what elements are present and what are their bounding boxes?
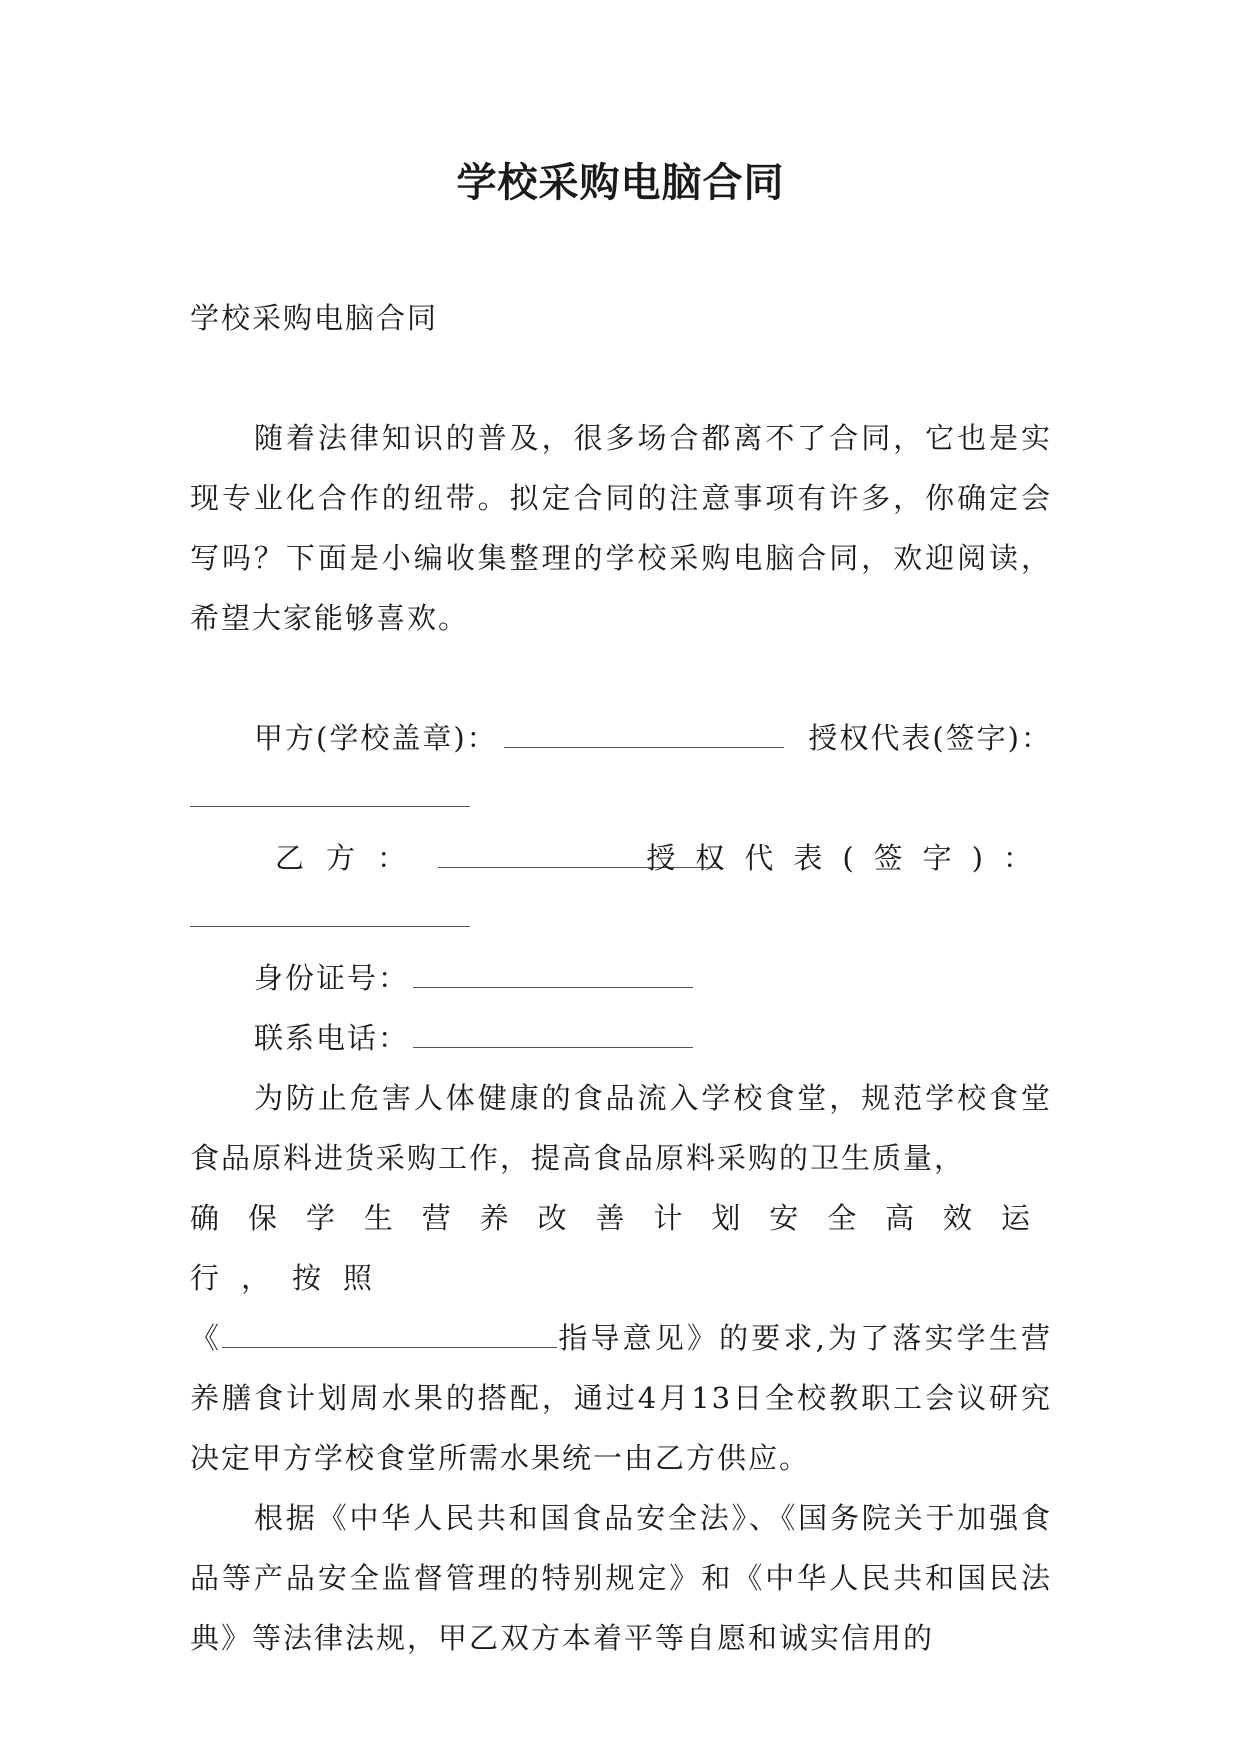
id-number-label: 身份证号： bbox=[254, 961, 410, 995]
id-number-blank bbox=[413, 957, 693, 988]
reference-open-quote: 《 bbox=[190, 1321, 223, 1355]
intro-paragraph: 随着法律知识的普及，很多场合都离不了合同，它也是实现专业化合作的纽带。拟定合同的注意事项有许多，你确定会写吗？下面是小编收集整理的学校采购电脑合同，欢迎阅读，希望大家能够喜欢。 bbox=[190, 421, 1052, 635]
party-a-rep-label: 授权代表(签字)： bbox=[808, 721, 1052, 755]
party-a-rep-signature-blank bbox=[190, 776, 470, 807]
id-number-row bbox=[190, 948, 1052, 1008]
reference-rest-text: 指导意见》的要求,为了落实学生营养膳食计划周水果的搭配，通过4月13日全校教职工会议研究决定甲方学校食堂所需水果统一由乙方供应。 bbox=[190, 1321, 1052, 1475]
reference-title-blank bbox=[222, 1317, 557, 1348]
document-title: 学校采购电脑合同 bbox=[456, 160, 785, 206]
party-b-rep-signature-blank bbox=[190, 896, 470, 927]
basis-paragraph: 根据《中华人民共和国食品安全法》、《国务院关于加强食品等产品安全监督管理的特别规定》和《中华人民共和国民法典》等法律法规，甲乙双方本着平等自愿和诚实信用的 bbox=[190, 1501, 1052, 1655]
party-a-label: 甲方(学校盖章)： bbox=[254, 721, 498, 755]
party-a-seal-blank bbox=[504, 717, 784, 748]
party-b-rep-signature-row bbox=[190, 888, 1052, 948]
document-body bbox=[190, 288, 1052, 1668]
party-b-row bbox=[190, 828, 1052, 888]
purpose-paragraph-rest bbox=[190, 1308, 1052, 1488]
purpose-paragraph-line2: 确保学生营养改善计划安全高效运行，按照 bbox=[190, 1201, 1052, 1295]
phone-label: 联系电话： bbox=[254, 1021, 410, 1055]
document-subtitle: 学校采购电脑合同 bbox=[190, 301, 439, 335]
party-b-rep-label: 授权代表(签字)： bbox=[646, 841, 1052, 875]
party-a-rep-signature-row bbox=[190, 768, 1052, 828]
party-a-row bbox=[190, 708, 1052, 768]
party-b-label: 乙方： bbox=[275, 841, 429, 875]
purpose-paragraph-line1: 为防止危害人体健康的食品流入学校食堂，规范学校食堂食品原料进货采购工作，提高食品原料采购的卫生质量， bbox=[190, 1081, 1052, 1175]
phone-row bbox=[190, 1008, 1052, 1068]
phone-blank bbox=[413, 1017, 693, 1048]
